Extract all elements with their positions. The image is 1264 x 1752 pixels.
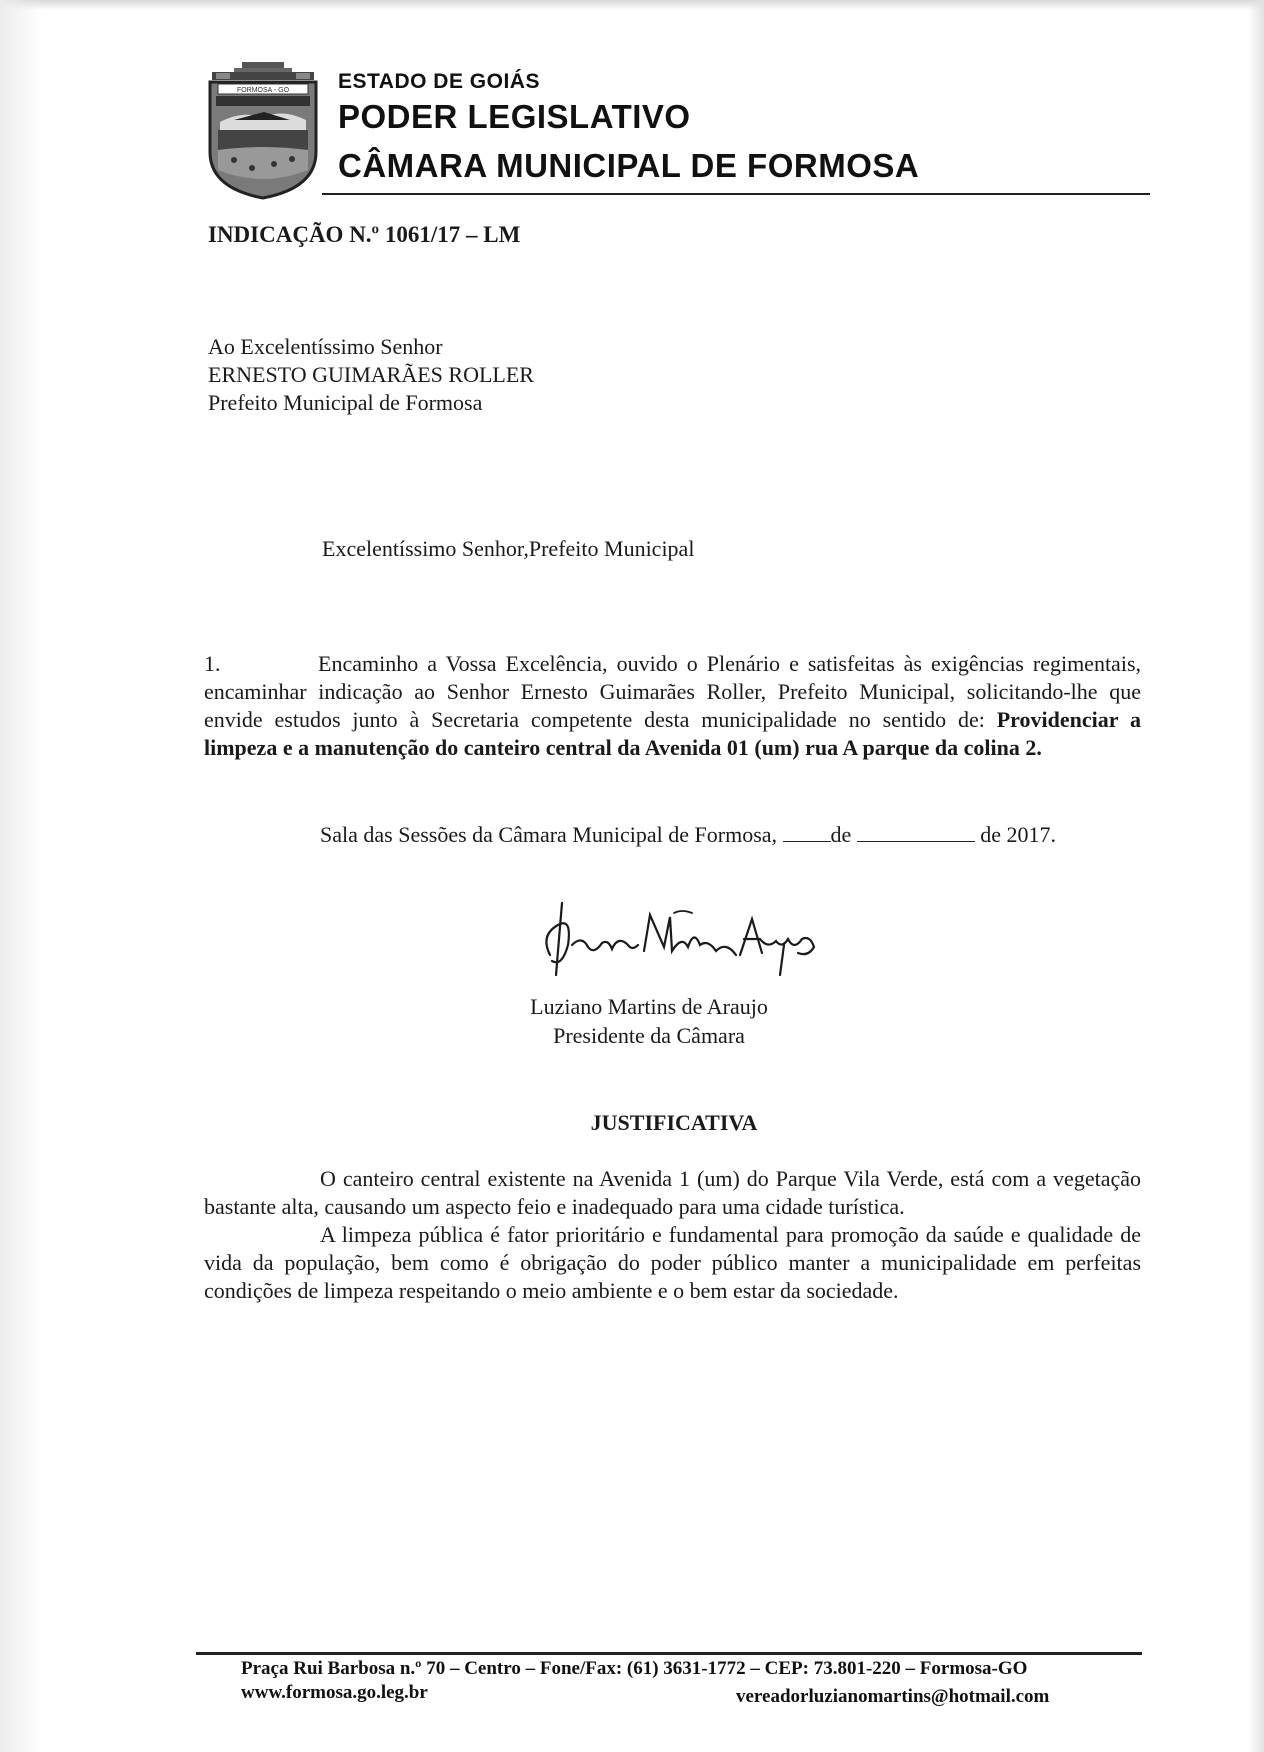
signatory-name: Luziano Martins de Araujo bbox=[530, 994, 768, 1019]
header-state: ESTADO DE GOIÁS bbox=[338, 70, 540, 93]
paragraph-number: 1. bbox=[204, 651, 221, 676]
footer-email: vereadorluzianomartins@hotmail.com bbox=[736, 1686, 1050, 1707]
justification-heading: JUSTIFICATIVA bbox=[590, 1110, 758, 1135]
closing-line bbox=[320, 820, 1056, 849]
footer-address: Praça Rui Barbosa n.º 70 – Centro – Fone/Fax: (61) 3631-1772 – CEP: 73.801-220 – Formosa-GO bbox=[241, 1658, 1028, 1679]
footer-website: www.formosa.go.leg.br bbox=[241, 1682, 428, 1703]
paragraph-request: Providenciar a limpeza e a manutenção do canteiro central da Avenida 01 (um) rua A parque da colina 2. bbox=[204, 707, 1141, 760]
justification-paragraph-1: O canteiro central existente na Avenida 1 (um) do Parque Vila Verde, está com a vegetação bastante alta, causando um aspecto feio e inadequado para uma cidade turística. bbox=[204, 1166, 1141, 1219]
scan-edge-right bbox=[1248, 0, 1264, 1752]
day-blank bbox=[783, 821, 831, 842]
month-blank bbox=[857, 821, 975, 842]
signatory-role: Presidente da Câmara bbox=[553, 1023, 745, 1048]
header-rule bbox=[322, 193, 1150, 195]
coat-of-arms-icon bbox=[204, 60, 322, 200]
request-paragraph bbox=[204, 650, 1141, 762]
paragraph-text: Encaminho a Vossa Excelência, ouvido o Plenário e satisfeitas às exigências regimentais, encaminhar indicação ao Senhor Ernesto Guimarães Roller, Prefeito Municipal, solicitando-lhe que envide estudos junto à Secretaria competente desta municipalidade no sentido de: bbox=[204, 651, 1141, 732]
greeting: Excelentíssimo Senhor,Prefeito Municipal bbox=[322, 536, 695, 561]
document-number: INDICAÇÃO N.º 1061/17 – LM bbox=[208, 222, 521, 247]
handwritten-signature bbox=[532, 895, 832, 985]
scan-edge-left bbox=[0, 0, 42, 1752]
recipient-name: ERNESTO GUIMARÃES ROLLER bbox=[208, 362, 534, 387]
scan-edge-top bbox=[0, 0, 1264, 10]
recipient-role: Prefeito Municipal de Formosa bbox=[208, 390, 483, 415]
crest-ribbon: FORMOSA - GO bbox=[236, 87, 290, 94]
justification-paragraph-2: A limpeza pública é fator prioritário e fundamental para promoção da saúde e qualidade de vida da população, bem como é obrigação do poder público manter a municipalidade em perfeitas condições de limpeza respeitando o meio ambiente e o bem estar da sociedade. bbox=[204, 1222, 1141, 1303]
closing-year: de 2017. bbox=[980, 822, 1057, 847]
recipient-salutation: Ao Excelentíssimo Senhor bbox=[208, 334, 443, 359]
header-power: PODER LEGISLATIVO bbox=[338, 98, 691, 135]
closing-place: Sala das Sessões da Câmara Municipal de Formosa, bbox=[320, 822, 778, 847]
header-council: CÂMARA MUNICIPAL DE FORMOSA bbox=[338, 147, 920, 184]
closing-de: de bbox=[830, 822, 852, 847]
footer-rule bbox=[196, 1652, 1142, 1655]
